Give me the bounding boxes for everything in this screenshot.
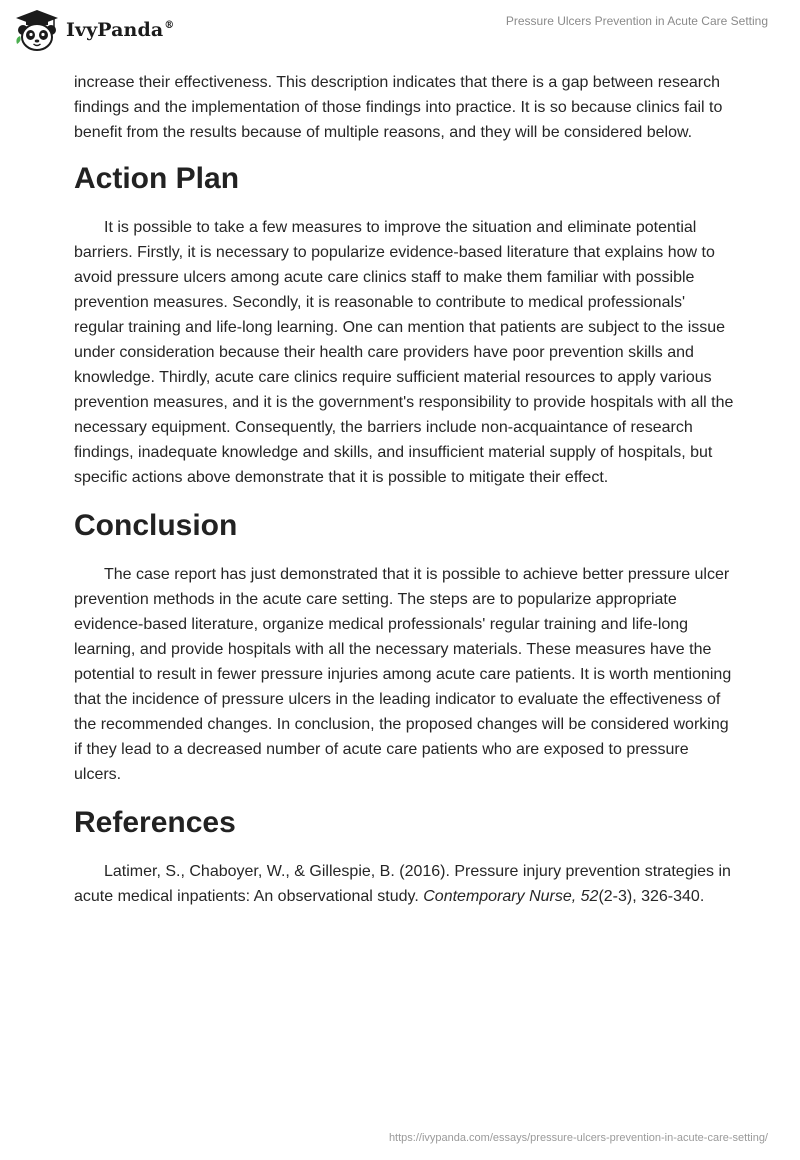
reference-issue-pages: (2-3), 326-340. [598, 888, 705, 905]
registered-mark: ® [164, 20, 175, 31]
panda-graduate-icon [14, 8, 60, 52]
brand-name: IvyPanda® [66, 19, 175, 41]
source-url[interactable]: https://ivypanda.com/essays/pressure-ulcers-prevention-in-acute-care-setting/ [388, 1132, 768, 1144]
reference-journal: Contemporary Nurse, 52 [423, 888, 599, 905]
reference-authors-title: Latimer, S., Chaboyer, W., & Gillespie, B. (2016). Pressure injury prevention strategies in acute medical inpatients: An observational study. [74, 863, 731, 905]
action-plan-heading: Action Plan [74, 162, 240, 195]
page-header [0, 0, 800, 66]
references-heading: References [74, 806, 236, 839]
brand-logo[interactable] [14, 8, 174, 52]
conclusion-paragraph: The case report has just demonstrated that it is possible to achieve better pressure ulcer prevention methods in the acute care setting. The steps are to popularize appropriate evidence-based literature, organize medical professionals' regular training and life-long learning, and provide hospitals with all the necessary materials. These measures have the potential to result in fewer pressure injuries among acute care patients. It is worth mentioning that the incidence of pressure ulcers in the leading indicator to evaluate the effectiveness of the recommended changes. In conclusion, the proposed changes will be considered working if they lead to a decreased number of acute care patients who are exposed to pressure ulcers. [74, 566, 732, 783]
intro-paragraph: increase their effectiveness. This description indicates that there is a gap between research findings and the implementation of those findings into practice. It is so because clinics fail to benefit from the results because of multiple reasons, and they will be considered below. [74, 74, 723, 141]
essay-body [74, 70, 734, 909]
reference-item [74, 859, 734, 909]
conclusion-heading: Conclusion [74, 509, 238, 542]
action-plan-paragraph: It is possible to take a few measures to improve the situation and eliminate potential barriers. Firstly, it is necessary to popularize evidence-based literature that explains how to avoid pressure ulcers among acute care clinics staff to make them familiar with possible prevention measures. Secondly, it is reasonable to contribute to medical professionals' regular training and life-long learning. One can mention that patients are subject to the issue under consideration because their health care providers have poor prevention skills and knowledge. Thirdly, acute care clinics require sufficient material resources to apply various prevention measures, and it is the government's responsibility to provide hospitals with all the necessary equipment. Consequently, the barriers include non-acquaintance of research findings, inadequate knowledge and skills, and insufficient material supply of hospitals, but specific actions above demonstrate that it is possible to mitigate their effect. [74, 219, 734, 486]
document-title: Pressure Ulcers Prevention in Acute Care Setting [505, 14, 768, 28]
